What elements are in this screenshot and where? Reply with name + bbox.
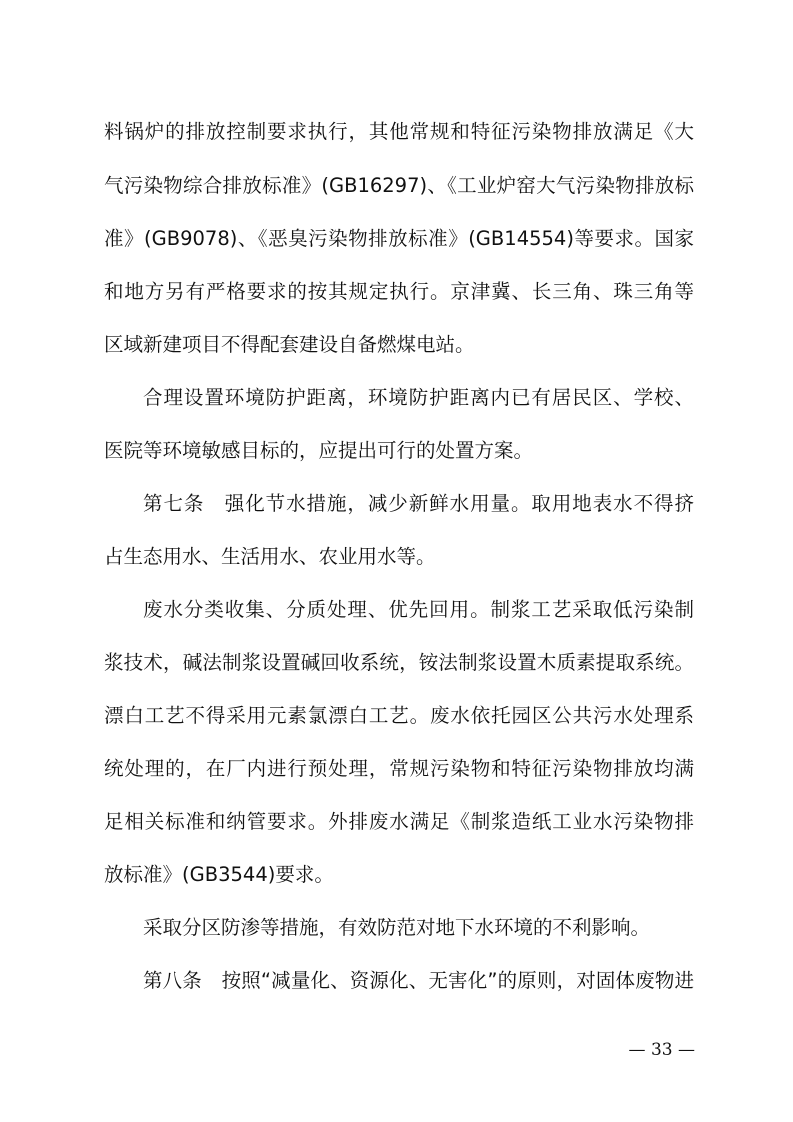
text-line: 足相关标准和纳管要求。外排废水满足《制浆造纸工业水污染物排 (104, 810, 694, 833)
text-line: 料锅炉的排放控制要求执行，其他常规和特征污染物排放满足《大 (104, 120, 694, 143)
text-line: 医院等环境敏感目标的，应提出可行的处置方案。 (104, 439, 534, 462)
page-number: — 33 — (628, 1040, 695, 1060)
text-line: 漂白工艺不得采用元素氯漂白工艺。废水依托园区公共污水处理系 (104, 704, 694, 727)
paragraph-start-line: 合理设置环境防护距离，环境防护距离内已有居民区、学校、 (143, 386, 694, 409)
paragraph-start-line: 采取分区防渗等措施，有效防范对地下水环境的不利影响。 (143, 916, 651, 939)
text-line: 放标准》(GB3544)要求。 (104, 863, 334, 886)
paragraph-start-line: 废水分类收集、分质处理、优先回用。制浆工艺采取低污染制 (143, 598, 694, 621)
text-line: 区域新建项目不得配套建设自备燃煤电站。 (104, 333, 475, 356)
text-line: 和地方另有严格要求的按其规定执行。京津冀、长三角、珠三角等 (104, 280, 694, 303)
text-line: 气污染物综合排放标准》(GB16297)、《工业炉窑大气污染物排放标 (104, 174, 694, 197)
article-7-heading-line: 第七条 强化节水措施，减少新鲜水用量。取用地表水不得挤 (143, 492, 694, 515)
text-line: 统处理的，在厂内进行预处理，常规污染物和特征污染物排放均满 (104, 757, 694, 780)
text-line: 浆技术，碱法制浆设置碱回收系统，铵法制浆设置木质素提取系统。 (104, 651, 694, 674)
text-line: 占生态用水、生活用水、农业用水等。 (104, 545, 436, 568)
text-line: 准》(GB9078)、《恶臭污染物排放标准》(GB14554)等要求。国家 (104, 227, 694, 250)
article-8-heading-line: 第八条 按照“减量化、资源化、无害化”的原则，对固体废物进 (143, 969, 694, 992)
